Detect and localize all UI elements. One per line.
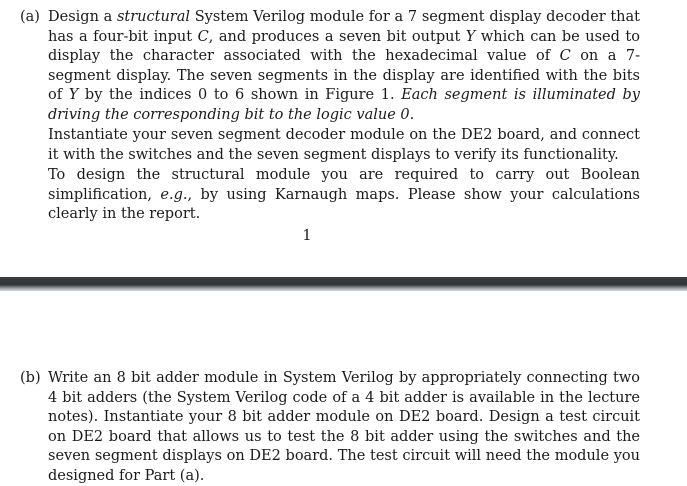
text-run: on a 7-segment display. The seven segments in the display are identified with the bits of (48, 48, 641, 103)
text-run: , by using Karnaugh maps. Please show your calculations clearly in the report. (48, 186, 640, 222)
part-b-paragraph: Write an 8 bit adder module in System Verilog by appropriately connecting two 4 bit adders (the System Verilog code of a 4 bit adder is available in the lecture notes). Instantiate your 8 bit adder module on DE2 board. Design a test circuit on DE2 board that allows us to test the 8 bit adder using the switches and the seven segment displays on DE2 board. The test circuit will need the module you designed for Part (a). (48, 370, 640, 484)
page-separator (0, 277, 687, 291)
part-a-body (48, 8, 640, 225)
part-a-paragraph-3 (48, 166, 640, 225)
question-part-a (20, 8, 640, 225)
part-b-body (48, 369, 640, 486)
text-run: Each segment is illuminated by driving the corresponding bit to the logic value 0. (48, 87, 640, 123)
text-run: To design the structural module you are required to carry out Boolean simplification, (48, 167, 640, 203)
part-a-label: (a) (20, 9, 40, 25)
text-run: C (197, 28, 209, 45)
text-run: structural (116, 9, 191, 25)
text-run: System Verilog module for a 7 segment display decoder that has a four-bit input (48, 9, 640, 45)
text-run: Design a (48, 9, 117, 25)
text-run: by the indices 0 to 6 shown in Figure 1. (78, 87, 402, 103)
text-run: e.g. (160, 186, 188, 203)
text-run: Y (68, 87, 79, 103)
part-b-label: (b) (20, 370, 41, 386)
question-part-b (20, 369, 640, 486)
text-run: C (559, 48, 571, 64)
part-a-paragraph-1 (48, 8, 640, 125)
text-run: , and produces a seven bit output (208, 28, 466, 45)
text-run: which can be used to display the character associated with the hexadecimal value of (48, 28, 640, 64)
part-a-paragraph-2: Instantiate your seven segment decoder module on the DE2 board, and connect it with the switches and the seven segment displays to verify its functionality. (48, 127, 640, 163)
page-number: 1 (302, 228, 312, 244)
text-run: Y (465, 28, 476, 45)
